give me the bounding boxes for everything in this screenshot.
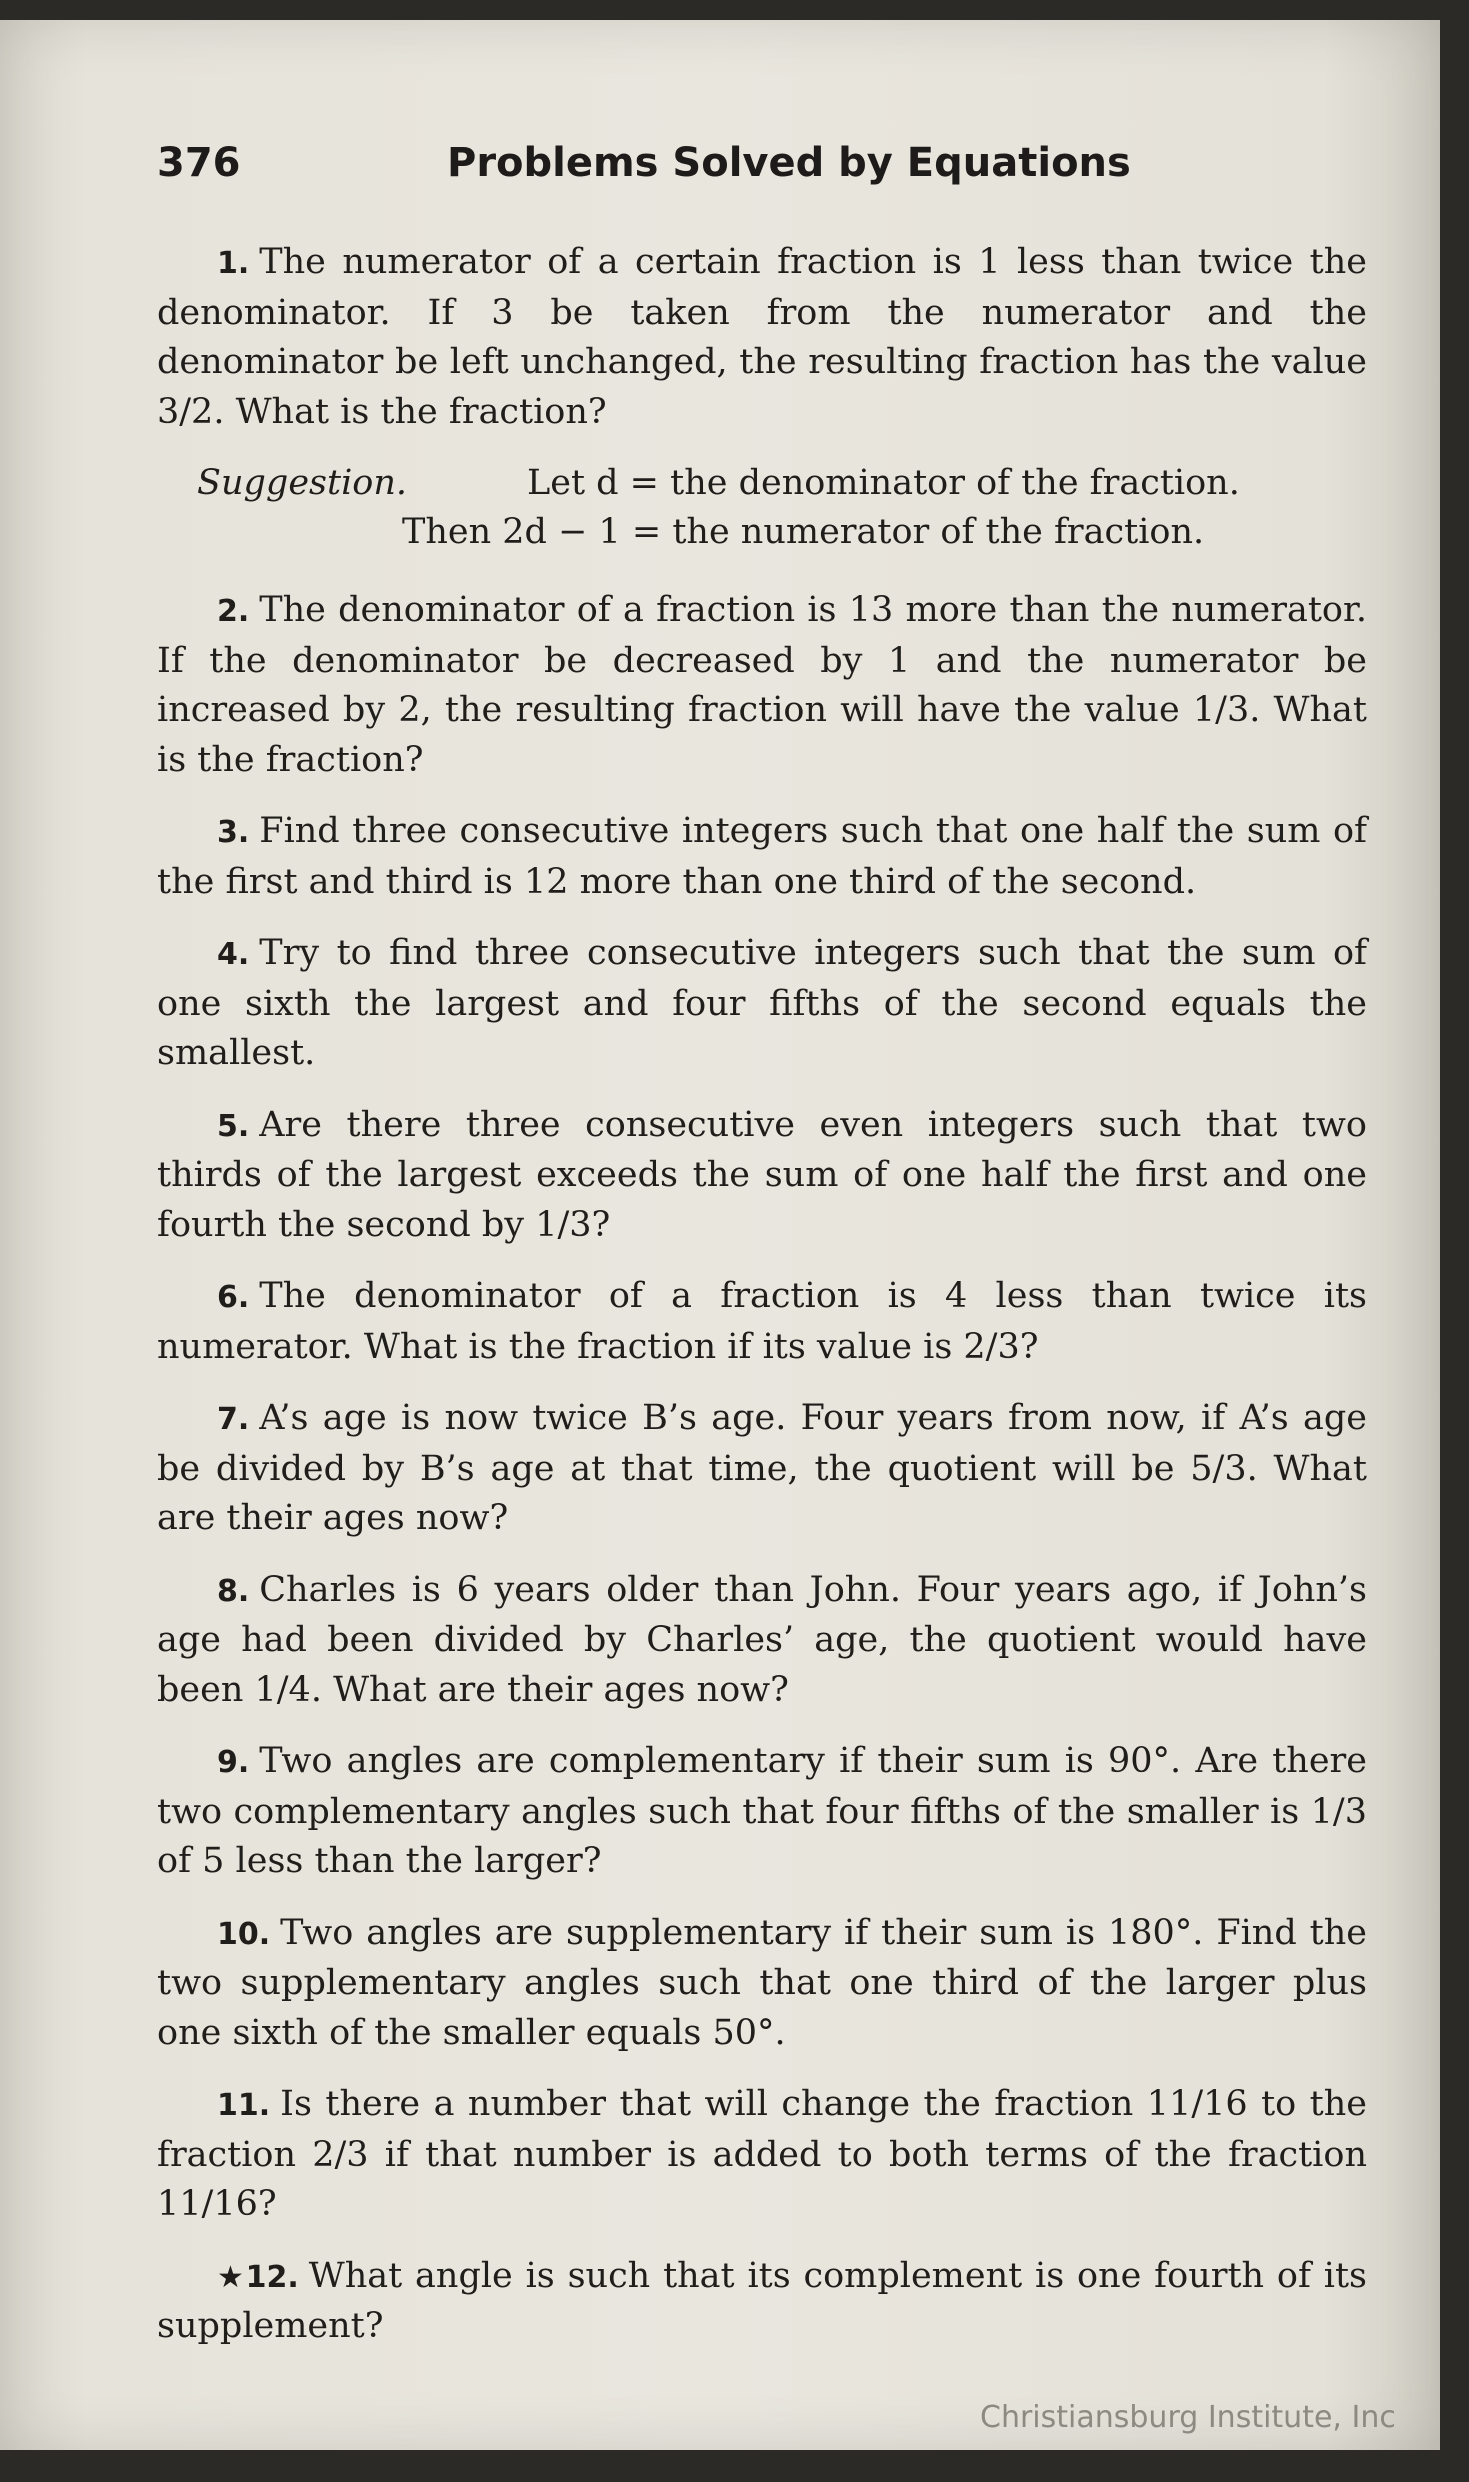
problem-10 — [157, 1909, 1367, 2059]
problem-3 — [157, 807, 1367, 907]
problem-12 — [157, 2252, 1367, 2352]
problem-2 — [157, 586, 1367, 785]
problem-number: 6. — [217, 1280, 250, 1315]
suggestion-label: Suggestion. — [197, 463, 407, 503]
suggestion — [157, 459, 1367, 558]
problem-9 — [157, 1737, 1367, 1887]
problem-7 — [157, 1394, 1367, 1544]
problem-text: Find three consecutive integers such that one half the sum of the first and third is 12 more than one third of the second. — [157, 811, 1367, 902]
problem-number: 3. — [217, 815, 250, 850]
problem-4 — [157, 929, 1367, 1079]
suggestion-line-2: Then 2d − 1 = the numerator of the fraction. — [402, 512, 1205, 552]
problem-text: The denominator of a fraction is 4 less than twice its numerator. What is the fraction if its value is 2/3? — [157, 1276, 1367, 1367]
book-page — [0, 20, 1440, 2450]
problem-number: 10. — [217, 1916, 271, 1952]
problem-text: The denominator of a fraction is 13 more than the numerator. If the denominator be decreased by 1 and the numerator be increased by 2, the resulting fraction will have the value 1/3. What is the fraction? — [157, 590, 1367, 780]
problem-number: 11. — [217, 2088, 271, 2123]
problem-6 — [157, 1272, 1367, 1372]
problem-text: Two angles are complementary if their sum is 90°. Are there two complementary angles such that four fifths of the smaller is 1/3 of 5 less than the larger? — [157, 1741, 1367, 1881]
problem-text: What angle is such that its complement is one fourth of its supplement? — [157, 2255, 1367, 2346]
problem-text: A’s age is now twice B’s age. Four years from now, if A’s age be divided by B’s age at that time, the quotient will be 5/3. What are their ages now? — [157, 1398, 1367, 1538]
problem-number: ★12. — [217, 2259, 299, 2295]
problem-text: Charles is 6 years older than John. Four years ago, if John’s age had been divided by Charles’ age, the quotient would have been 1/4. What are their ages now? — [157, 1569, 1367, 1710]
page-number: 376 — [157, 140, 241, 186]
problem-5 — [157, 1101, 1367, 1251]
problem-text: Is there a number that will change the fraction 11/16 to the fraction 2/3 if that number is added to both terms of the fraction 11/16? — [157, 2084, 1367, 2224]
problem-11 — [157, 2080, 1367, 2230]
suggestion-line-1: Let d = the denominator of the fraction. — [527, 463, 1240, 503]
problem-number: 7. — [217, 1402, 250, 1437]
problem-text: Try to find three consecutive integers such that the sum of one sixth the largest and four fifths of the second equals the smallest. — [157, 933, 1367, 1073]
problem-text: Are there three consecutive even integers such that two thirds of the largest exceeds the sum of one half the first and one fourth the second by 1/3? — [157, 1104, 1367, 1245]
problem-1 — [157, 238, 1367, 437]
problem-text: Two angles are supplementary if their sum is 180°. Find the two supplementary angles such that one third of the larger plus one sixth of the smaller equals 50°. — [157, 1912, 1367, 2053]
running-title: Problems Solved by Equations — [447, 140, 1131, 186]
problem-8 — [157, 1566, 1367, 1716]
problem-number: 2. — [217, 594, 250, 629]
problem-number: 1. — [217, 246, 250, 281]
problem-list — [157, 238, 1367, 2374]
page-header — [157, 140, 1367, 210]
problem-number: 4. — [217, 937, 250, 972]
watermark: Christiansburg Institute, Inc — [980, 2400, 1396, 2435]
problem-number: 9. — [217, 1745, 250, 1780]
problem-number: 8. — [217, 1573, 250, 1609]
problem-number: 5. — [217, 1108, 250, 1144]
problem-text: The numerator of a certain fraction is 1 less than twice the denominator. If 3 be taken from the numerator and the denominator be left unchanged, the resulting fraction has the value 3/2. What is the fraction? — [157, 242, 1367, 432]
